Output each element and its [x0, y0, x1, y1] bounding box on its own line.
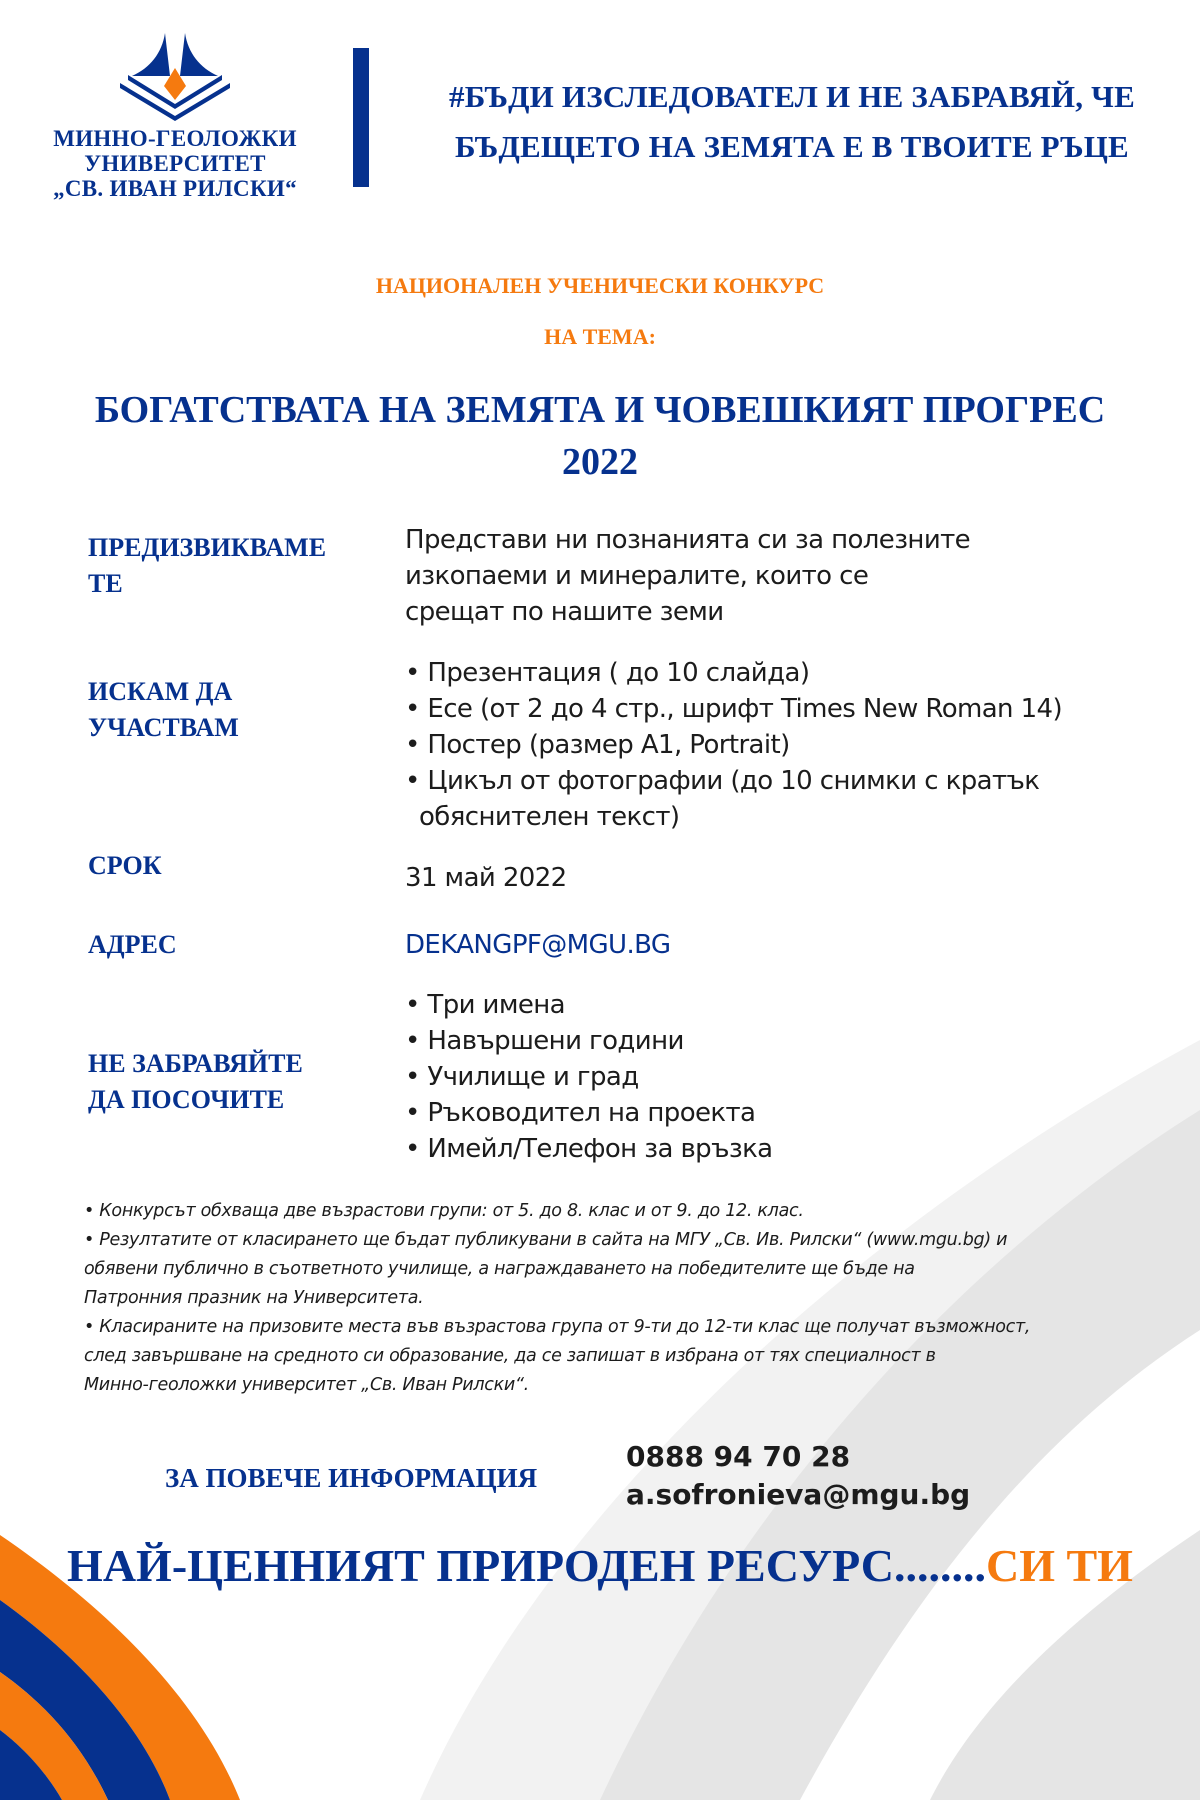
- address-label: АДРЕС: [88, 930, 177, 959]
- deadline-label: СРОК: [88, 851, 162, 880]
- slogan-main: НАЙ-ЦЕННИЯТ ПРИРОДЕН РЕСУРС: [67, 1540, 894, 1591]
- contest-year: 2022: [562, 441, 638, 483]
- challenge-label: [88, 530, 368, 602]
- contact-phone[interactable]: 0888 94 70 28: [626, 1440, 851, 1473]
- header-divider: [353, 48, 369, 187]
- reminders-label: [88, 1046, 368, 1118]
- challenge-text: [405, 522, 1185, 630]
- note-line: • Конкурсът обхваща две възрастови групи: от 5. до 8. клас и от 9. до 12. клас.: [84, 1197, 1184, 1226]
- header-slogan-line: БЪДЕЩЕТО НА ЗЕМЯТА Е В ТВОИТЕ РЪЦЕ: [455, 129, 1129, 164]
- format-item: • Цикъл от фотографии (до 10 снимки с кратък: [405, 763, 1185, 799]
- reminder-item: • Навършени години: [405, 1023, 1185, 1059]
- challenge-text-line: срещат по нашите земи: [405, 597, 724, 627]
- header-slogan-line: #БЪДИ ИЗСЛЕДОВАТЕЛ И НЕ ЗАБРАВЯЙ, ЧЕ: [449, 79, 1135, 114]
- reminder-item: • Училище и град: [405, 1059, 1185, 1095]
- reminders-label-line: НЕ ЗАБРАВЯЙТЕ: [88, 1049, 303, 1078]
- note-line: Патронния празник на Университета.: [84, 1288, 424, 1308]
- reminder-item: • Имейл/Телефон за връзка: [405, 1131, 1185, 1167]
- note-line: Минно-геоложки университет „Св. Иван Рилски“.: [84, 1375, 529, 1395]
- contact-email-link[interactable]: a.sofronieva@mgu.bg: [626, 1478, 971, 1511]
- slogan-dots: ........: [893, 1540, 986, 1591]
- university-name-line: УНИВЕРСИТЕТ: [84, 151, 266, 176]
- note-line: след завършване на средното си образование, да се запишат в избрана от тях специалност в: [84, 1346, 936, 1366]
- participate-label: [88, 674, 368, 746]
- contest-kind: НАЦИОНАЛЕН УЧЕНИЧЕСКИ КОНКУРС: [375, 273, 825, 298]
- format-item: • Есе (от 2 до 4 стр., шрифт Times New Roman 14): [405, 691, 1185, 727]
- challenge-text-line: Представи ни познанията си за полезните: [405, 525, 971, 555]
- challenge-label-line: ПРЕДИЗВИКВАМЕ: [88, 533, 327, 562]
- university-name: [40, 126, 310, 201]
- note-line: обявени публично в съответното училище, а награждаването на победителите ще бъде на: [84, 1259, 915, 1279]
- format-item-continued: обяснителен текст): [419, 802, 680, 832]
- participate-label-line: УЧАСТВАМ: [88, 713, 239, 742]
- reminders-label-line: ДА ПОСОЧИТЕ: [88, 1085, 285, 1114]
- reminder-item: • Ръководител на проекта: [405, 1095, 1185, 1131]
- note-line: • Класираните на призовите места във възрастова група от 9-ти до 12-ти клас ще получат възможност,: [84, 1313, 1184, 1342]
- reminders-list: [405, 987, 1185, 1167]
- format-item: • Презентация ( до 10 слайда): [405, 655, 1185, 691]
- contest-title-text: БОГАТСТВАТА НА ЗЕМЯТА И ЧОВЕШКИЯТ ПРОГРЕС: [94, 389, 1106, 431]
- university-logo-icon: [110, 28, 240, 128]
- address-email-link[interactable]: DEKANGPF@MGU.BG: [405, 930, 671, 960]
- contest-title: [0, 384, 1200, 488]
- contest-notes: [84, 1197, 1184, 1400]
- format-item: • Постер (размер А1, Portrait): [405, 727, 1185, 763]
- reminder-item: • Три имена: [405, 987, 1185, 1023]
- participation-formats-list: [405, 655, 1185, 835]
- header-slogan: [412, 72, 1172, 172]
- closing-slogan: [0, 1536, 1200, 1596]
- university-name-line: МИННО-ГЕОЛОЖКИ: [53, 126, 297, 151]
- participate-label-line: ИСКАМ ДА: [88, 677, 233, 706]
- note-line: • Резултатите от класирането ще бъдат публикувани в сайта на МГУ „Св. Ив. Рилски“ (www.mgu.bg) и: [84, 1226, 1184, 1255]
- university-name-line: „СВ. ИВАН РИЛСКИ“: [53, 176, 297, 201]
- contest-theme-label: НА ТЕМА:: [544, 324, 656, 349]
- more-info-label: ЗА ПОВЕЧЕ ИНФОРМАЦИЯ: [165, 1463, 538, 1493]
- slogan-accent: СИ ТИ: [985, 1540, 1133, 1591]
- challenge-text-line: изкопаеми и минералите, които се: [405, 561, 869, 591]
- challenge-label-line: ТЕ: [88, 569, 123, 598]
- deadline-value: 31 май 2022: [405, 863, 567, 893]
